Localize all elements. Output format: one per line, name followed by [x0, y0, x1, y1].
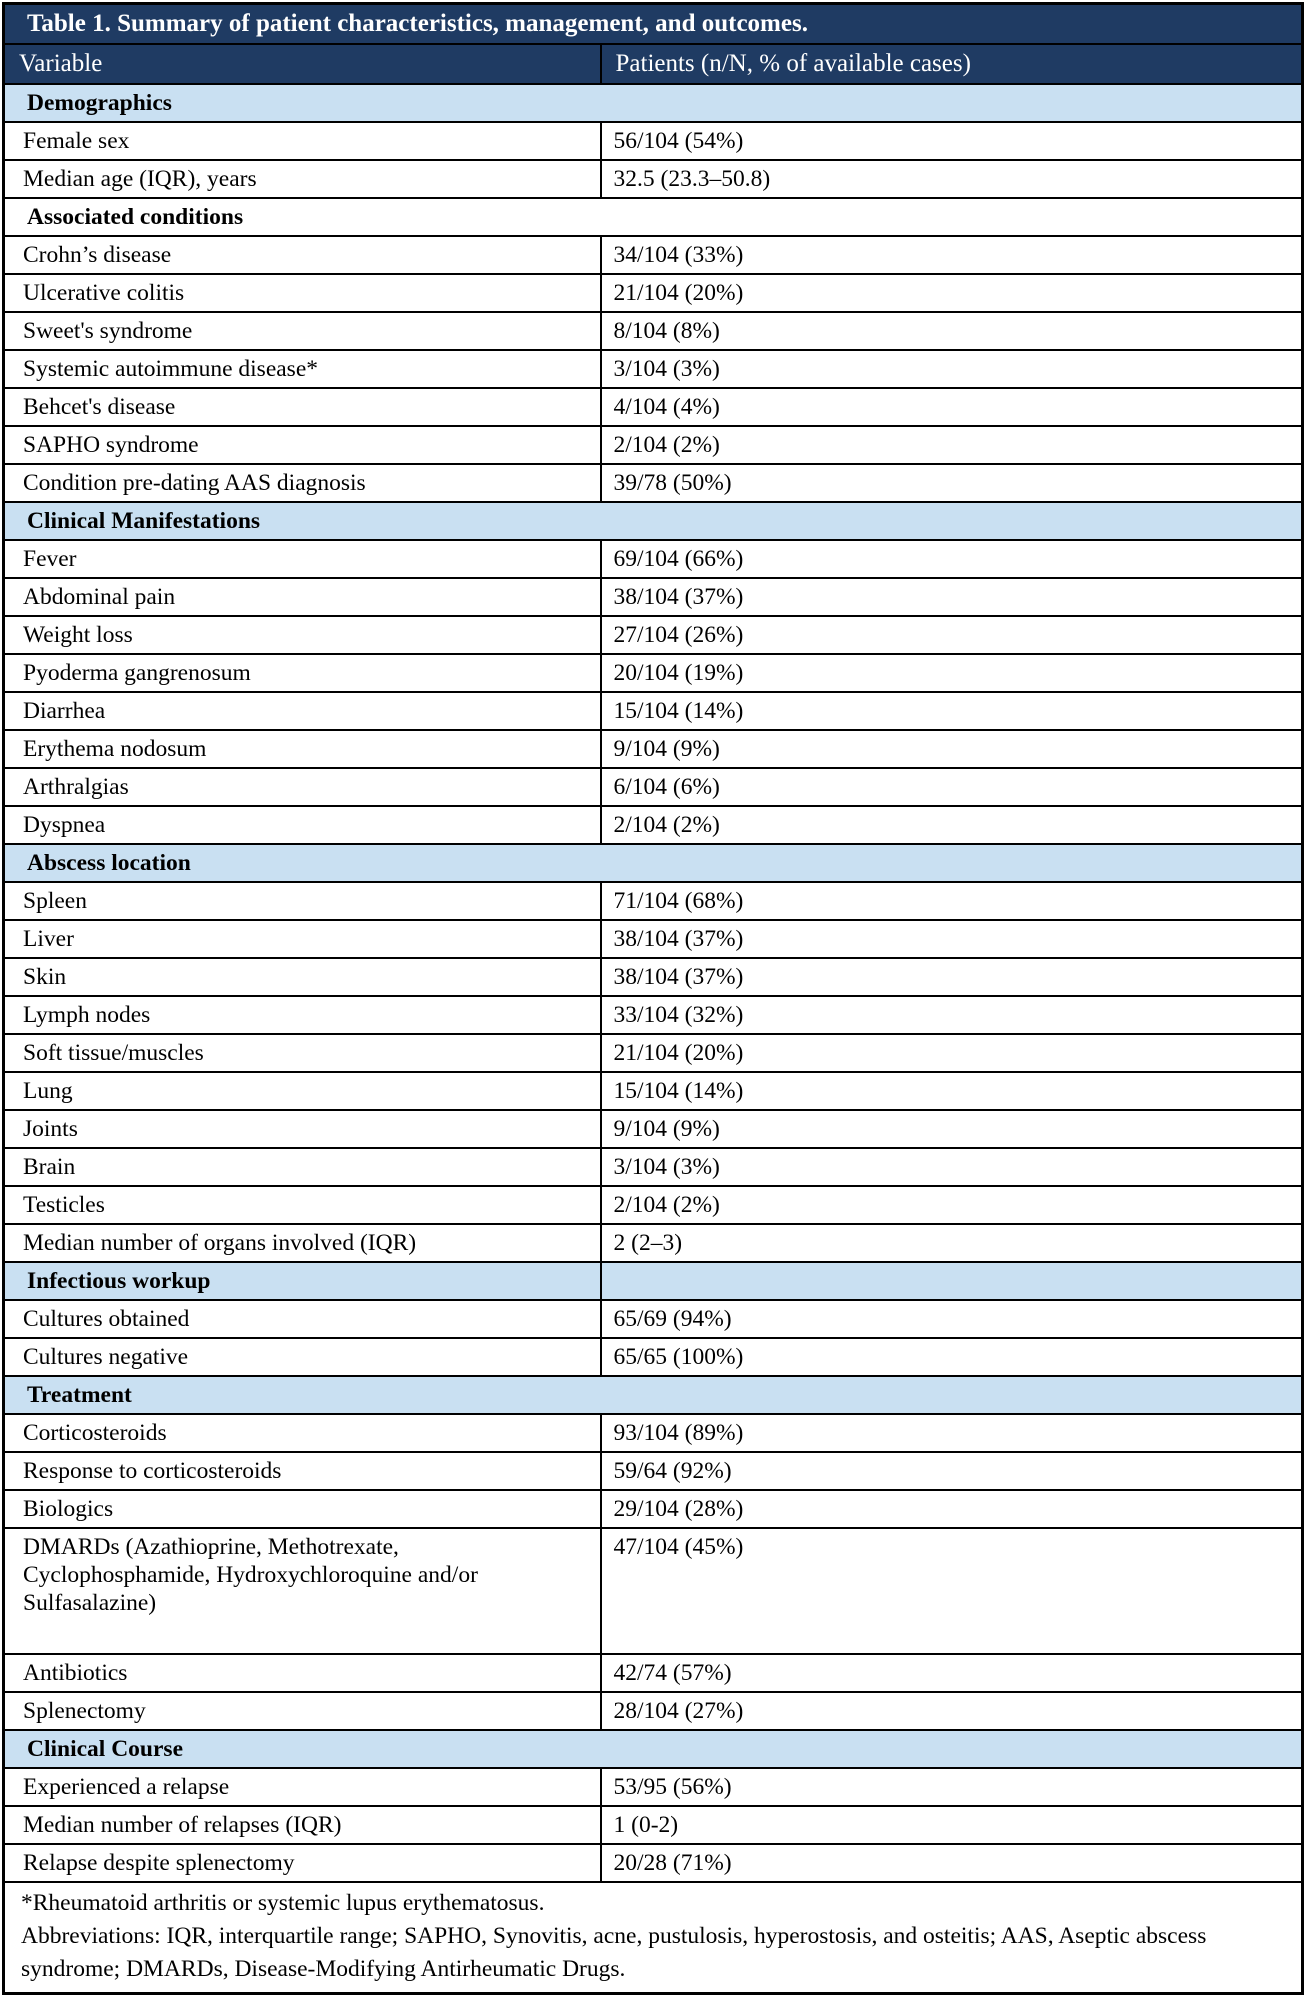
value-cell: 71/104 (68%) — [601, 882, 1303, 920]
value-cell: 6/104 (6%) — [601, 768, 1303, 806]
variable-cell: Behcet's disease — [4, 388, 601, 426]
variable-cell: Weight loss — [4, 616, 601, 654]
variable-cell: Systemic autoimmune disease* — [4, 350, 601, 388]
table-title-row — [4, 4, 1303, 45]
value-cell: 38/104 (37%) — [601, 920, 1303, 958]
data-row — [4, 616, 1303, 654]
data-row — [4, 1148, 1303, 1186]
variable-cell: Soft tissue/muscles — [4, 1034, 601, 1072]
data-row — [4, 1034, 1303, 1072]
column-header-patients: Patients (n/N, % of available cases) — [601, 44, 1303, 84]
value-cell: 65/69 (94%) — [601, 1300, 1303, 1338]
data-row — [4, 426, 1303, 464]
variable-cell: Biologics — [4, 1490, 601, 1528]
section-header-row — [4, 1262, 1303, 1300]
footnote-line: *Rheumatoid arthritis or systemic lupus erythematosus. — [21, 1890, 545, 1916]
value-cell: 15/104 (14%) — [601, 692, 1303, 730]
data-row — [4, 312, 1303, 350]
data-row — [4, 958, 1303, 996]
data-row — [4, 882, 1303, 920]
data-row — [4, 806, 1303, 844]
value-cell: 21/104 (20%) — [601, 1034, 1303, 1072]
section-header-label: Associated conditions — [4, 198, 1303, 236]
variable-cell: Pyoderma gangrenosum — [4, 654, 601, 692]
footnote-line: Abbreviations: IQR, interquartile range; SAPHO, Synovitis, acne, pustulosis, hyperostosis, and osteitis; AAS, Aseptic abscess syndrome; DMARDs, Disease-Modifying Antirheumatic Drugs. — [21, 1923, 1207, 1982]
value-cell: 69/104 (66%) — [601, 540, 1303, 578]
variable-cell: Corticosteroids — [4, 1414, 601, 1452]
data-row — [4, 1224, 1303, 1262]
value-cell: 38/104 (37%) — [601, 958, 1303, 996]
variable-cell: Lymph nodes — [4, 996, 601, 1034]
variable-cell: DMARDs (Azathioprine, Methotrexate, Cyclophosphamide, Hydroxychloroquine and/or Sulfasalazine) — [4, 1528, 601, 1654]
variable-cell: Abdominal pain — [4, 578, 601, 616]
variable-cell: Testicles — [4, 1186, 601, 1224]
variable-cell: Fever — [4, 540, 601, 578]
section-header-label: Treatment — [4, 1376, 1303, 1414]
footnote-row — [4, 1882, 1303, 1994]
data-row — [4, 654, 1303, 692]
section-header-row — [4, 1730, 1303, 1768]
variable-cell: Liver — [4, 920, 601, 958]
variable-cell: Antibiotics — [4, 1654, 601, 1692]
variable-cell: Cultures negative — [4, 1338, 601, 1376]
value-cell: 3/104 (3%) — [601, 350, 1303, 388]
variable-cell: Arthralgias — [4, 768, 601, 806]
table-title: Table 1. Summary of patient characteristics, management, and outcomes. — [4, 4, 1303, 45]
variable-cell: Dyspnea — [4, 806, 601, 844]
value-cell: 34/104 (33%) — [601, 236, 1303, 274]
value-cell: 59/64 (92%) — [601, 1452, 1303, 1490]
data-row — [4, 1528, 1303, 1654]
value-cell: 32.5 (23.3–50.8) — [601, 160, 1303, 198]
value-cell: 27/104 (26%) — [601, 616, 1303, 654]
column-header-variable: Variable — [4, 44, 601, 84]
value-cell: 42/74 (57%) — [601, 1654, 1303, 1692]
value-cell: 4/104 (4%) — [601, 388, 1303, 426]
variable-cell: Spleen — [4, 882, 601, 920]
variable-cell: Joints — [4, 1110, 601, 1148]
value-cell: 38/104 (37%) — [601, 578, 1303, 616]
data-row — [4, 578, 1303, 616]
value-cell: 2/104 (2%) — [601, 426, 1303, 464]
variable-cell: Splenectomy — [4, 1692, 601, 1730]
variable-cell: Median number of relapses (IQR) — [4, 1806, 601, 1844]
value-cell: 21/104 (20%) — [601, 274, 1303, 312]
variable-cell: Crohn’s disease — [4, 236, 601, 274]
data-row — [4, 920, 1303, 958]
data-row — [4, 1452, 1303, 1490]
data-row — [4, 122, 1303, 160]
data-row — [4, 1490, 1303, 1528]
value-cell: 9/104 (9%) — [601, 730, 1303, 768]
section-header-label: Clinical Course — [4, 1730, 1303, 1768]
section-header-empty-cell — [601, 1262, 1303, 1300]
variable-cell: Condition pre-dating AAS diagnosis — [4, 464, 601, 502]
value-cell: 65/65 (100%) — [601, 1338, 1303, 1376]
variable-cell: Cultures obtained — [4, 1300, 601, 1338]
data-row — [4, 464, 1303, 502]
value-cell: 53/95 (56%) — [601, 1768, 1303, 1806]
section-header-row — [4, 502, 1303, 540]
section-header-label: Abscess location — [4, 844, 1303, 882]
variable-cell: Relapse despite splenectomy — [4, 1844, 601, 1882]
patient-summary-table — [2, 2, 1304, 1995]
value-cell: 3/104 (3%) — [601, 1148, 1303, 1186]
data-row — [4, 996, 1303, 1034]
variable-cell: Erythema nodosum — [4, 730, 601, 768]
value-cell: 2/104 (2%) — [601, 806, 1303, 844]
value-cell: 1 (0-2) — [601, 1806, 1303, 1844]
data-row — [4, 692, 1303, 730]
data-row — [4, 1072, 1303, 1110]
data-row — [4, 1806, 1303, 1844]
variable-cell: Female sex — [4, 122, 601, 160]
variable-cell: SAPHO syndrome — [4, 426, 601, 464]
data-row — [4, 236, 1303, 274]
variable-cell: Experienced a relapse — [4, 1768, 601, 1806]
column-header-row — [4, 44, 1303, 84]
data-row — [4, 274, 1303, 312]
data-row — [4, 1692, 1303, 1730]
data-row — [4, 160, 1303, 198]
data-row — [4, 1654, 1303, 1692]
data-row — [4, 1414, 1303, 1452]
data-row — [4, 1768, 1303, 1806]
section-header-row — [4, 84, 1303, 122]
footnote-cell — [4, 1882, 1303, 1994]
data-row — [4, 350, 1303, 388]
data-row — [4, 768, 1303, 806]
value-cell: 47/104 (45%) — [601, 1528, 1303, 1654]
variable-cell: Skin — [4, 958, 601, 996]
value-cell: 15/104 (14%) — [601, 1072, 1303, 1110]
variable-cell: Brain — [4, 1148, 601, 1186]
data-row — [4, 540, 1303, 578]
data-row — [4, 388, 1303, 426]
value-cell: 20/28 (71%) — [601, 1844, 1303, 1882]
variable-cell: Sweet's syndrome — [4, 312, 601, 350]
section-header-label: Clinical Manifestations — [4, 502, 1303, 540]
value-cell: 33/104 (32%) — [601, 996, 1303, 1034]
value-cell: 56/104 (54%) — [601, 122, 1303, 160]
variable-cell: Response to corticosteroids — [4, 1452, 601, 1490]
value-cell: 8/104 (8%) — [601, 312, 1303, 350]
section-header-row — [4, 1376, 1303, 1414]
data-row — [4, 1110, 1303, 1148]
value-cell: 9/104 (9%) — [601, 1110, 1303, 1148]
variable-cell: Median age (IQR), years — [4, 160, 601, 198]
data-row — [4, 730, 1303, 768]
section-header-row — [4, 198, 1303, 236]
value-cell: 29/104 (28%) — [601, 1490, 1303, 1528]
data-row — [4, 1338, 1303, 1376]
variable-cell: Ulcerative colitis — [4, 274, 601, 312]
value-cell: 28/104 (27%) — [601, 1692, 1303, 1730]
value-cell: 2/104 (2%) — [601, 1186, 1303, 1224]
section-header-label: Infectious workup — [4, 1262, 601, 1300]
value-cell: 93/104 (89%) — [601, 1414, 1303, 1452]
variable-cell: Median number of organs involved (IQR) — [4, 1224, 601, 1262]
section-header-row — [4, 844, 1303, 882]
section-header-label: Demographics — [4, 84, 1303, 122]
variable-cell: Lung — [4, 1072, 601, 1110]
data-row — [4, 1186, 1303, 1224]
value-cell: 2 (2–3) — [601, 1224, 1303, 1262]
data-row — [4, 1300, 1303, 1338]
data-row — [4, 1844, 1303, 1882]
value-cell: 39/78 (50%) — [601, 464, 1303, 502]
variable-cell: Diarrhea — [4, 692, 601, 730]
value-cell: 20/104 (19%) — [601, 654, 1303, 692]
